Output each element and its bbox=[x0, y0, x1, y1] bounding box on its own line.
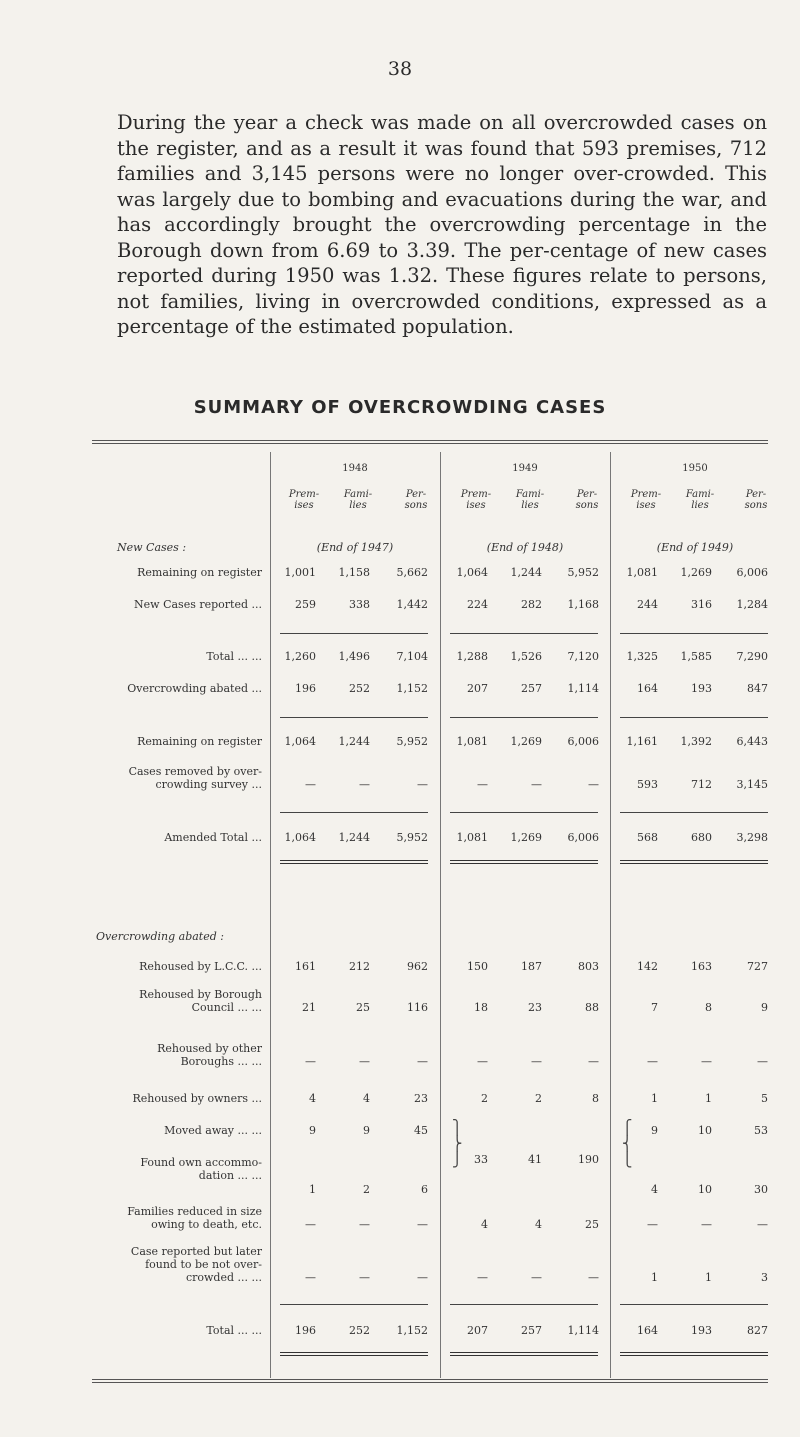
cell-amended: 568 bbox=[637, 831, 658, 844]
cell-remaining: 1,244 bbox=[510, 566, 542, 579]
cell-combined-1949: 190 bbox=[578, 1153, 599, 1166]
cell-borough: 7 bbox=[651, 1001, 658, 1014]
cell-amended: 680 bbox=[691, 831, 712, 844]
cell-lcc: 803 bbox=[578, 960, 599, 973]
cell-borough: 116 bbox=[407, 1001, 428, 1014]
cell-borough: 88 bbox=[585, 1001, 599, 1014]
cell-owners: 2 bbox=[535, 1092, 542, 1105]
cell-amended: 5,952 bbox=[396, 831, 428, 844]
cell-abated: 196 bbox=[295, 682, 316, 695]
cell-total1: 1,260 bbox=[284, 650, 316, 663]
cell-total1: 1,496 bbox=[338, 650, 370, 663]
row-label-owners: Rehoused by owners ... bbox=[132, 1092, 262, 1105]
cell-moved: 53 bbox=[754, 1124, 768, 1137]
cell-moved: 45 bbox=[414, 1124, 428, 1137]
row-label-total2: Total ... ... bbox=[206, 1324, 262, 1337]
cell-owners: 1 bbox=[651, 1092, 658, 1105]
cell-total1: 1,288 bbox=[456, 650, 488, 663]
table-title: SUMMARY OF OVERCROWDING CASES bbox=[193, 397, 607, 418]
year-header-1950: 1950 bbox=[682, 463, 708, 474]
cell-other: — bbox=[588, 1055, 599, 1068]
cell-removed: — bbox=[477, 778, 488, 791]
double-rule bbox=[280, 860, 428, 864]
cell-later: 1 bbox=[651, 1271, 658, 1284]
cell-owners: 5 bbox=[761, 1092, 768, 1105]
cell-remaining2: 1,269 bbox=[510, 735, 542, 748]
cell-abated: 193 bbox=[691, 682, 712, 695]
cell-later: — bbox=[531, 1271, 542, 1284]
row-label-found: Found own accommo- dation ... ... bbox=[140, 1156, 262, 1182]
cell-abated: 207 bbox=[467, 682, 488, 695]
cell-lcc: 142 bbox=[637, 960, 658, 973]
cell-families: — bbox=[701, 1218, 712, 1231]
table-bottom-rule bbox=[92, 1379, 768, 1380]
cell-remaining: 1,081 bbox=[626, 566, 658, 579]
cell-later: — bbox=[305, 1271, 316, 1284]
cell-owners: 4 bbox=[309, 1092, 316, 1105]
cell-lcc: 212 bbox=[349, 960, 370, 973]
cell-remaining: 1,269 bbox=[680, 566, 712, 579]
column-header: Prem- ises bbox=[288, 489, 320, 511]
table-top-rule bbox=[92, 440, 768, 441]
row-label-total1: Total ... ... bbox=[206, 650, 262, 663]
cell-owners: 2 bbox=[481, 1092, 488, 1105]
cell-other: — bbox=[359, 1055, 370, 1068]
end-note: (End of 1949) bbox=[656, 541, 734, 554]
cell-new_cases: 259 bbox=[295, 598, 316, 611]
cell-other: — bbox=[647, 1055, 658, 1068]
cell-removed: 3,145 bbox=[736, 778, 768, 791]
cell-lcc: 727 bbox=[747, 960, 768, 973]
cell-amended: 1,244 bbox=[338, 831, 370, 844]
cell-families: 4 bbox=[481, 1218, 488, 1231]
cell-owners: 23 bbox=[414, 1092, 428, 1105]
cell-lcc: 161 bbox=[295, 960, 316, 973]
cell-total2: 257 bbox=[521, 1324, 542, 1337]
cell-amended: 6,006 bbox=[567, 831, 599, 844]
row-label-remaining2: Remaining on register bbox=[137, 735, 262, 748]
cell-total1: 7,104 bbox=[396, 650, 428, 663]
cell-remaining2: 1,392 bbox=[680, 735, 712, 748]
cell-later: 3 bbox=[761, 1271, 768, 1284]
cell-total2: 1,114 bbox=[567, 1324, 599, 1337]
cell-total2: 1,152 bbox=[396, 1324, 428, 1337]
cell-borough: 25 bbox=[356, 1001, 370, 1014]
column-header: Fami- lies bbox=[515, 489, 545, 511]
sum-rule bbox=[280, 717, 428, 718]
end-note: (End of 1948) bbox=[486, 541, 564, 554]
cell-found: 6 bbox=[421, 1183, 428, 1196]
cell-total1: 7,290 bbox=[736, 650, 768, 663]
cell-new_cases: 244 bbox=[637, 598, 658, 611]
cell-total2: 164 bbox=[637, 1324, 658, 1337]
cell-removed: 712 bbox=[691, 778, 712, 791]
sum-rule bbox=[280, 633, 428, 634]
cell-lcc: 163 bbox=[691, 960, 712, 973]
double-rule bbox=[620, 860, 768, 864]
cell-other: — bbox=[305, 1055, 316, 1068]
year-header-1949: 1949 bbox=[512, 463, 538, 474]
cell-later: — bbox=[359, 1271, 370, 1284]
cell-owners: 4 bbox=[363, 1092, 370, 1105]
brace-left-icon: ⎧ ⎨ ⎩ bbox=[622, 1120, 633, 1168]
column-header: Prem- ises bbox=[460, 489, 492, 511]
cell-moved: 9 bbox=[363, 1124, 370, 1137]
column-divider-0 bbox=[270, 452, 271, 1378]
end-note: (End of 1947) bbox=[316, 541, 394, 554]
row-label-lcc: Rehoused by L.C.C. ... bbox=[139, 960, 262, 973]
cell-new_cases: 224 bbox=[467, 598, 488, 611]
sum-rule bbox=[280, 1304, 428, 1305]
cell-families: — bbox=[757, 1218, 768, 1231]
row-label-later: Case reported but later found to be not over- crowded ... ... bbox=[130, 1245, 262, 1284]
cell-amended: 1,064 bbox=[284, 831, 316, 844]
cell-owners: 8 bbox=[592, 1092, 599, 1105]
cell-families: 25 bbox=[585, 1218, 599, 1231]
cell-other: — bbox=[531, 1055, 542, 1068]
column-header: Per- sons bbox=[575, 489, 599, 511]
cell-removed: — bbox=[417, 778, 428, 791]
cell-remaining: 1,064 bbox=[456, 566, 488, 579]
cell-later: 1 bbox=[705, 1271, 712, 1284]
cell-total2: 193 bbox=[691, 1324, 712, 1337]
cell-borough: 23 bbox=[528, 1001, 542, 1014]
cell-lcc: 150 bbox=[467, 960, 488, 973]
cell-families: — bbox=[647, 1218, 658, 1231]
cell-abated: 1,114 bbox=[567, 682, 599, 695]
cell-total2: 207 bbox=[467, 1324, 488, 1337]
cell-amended: 1,269 bbox=[510, 831, 542, 844]
column-header: Fami- lies bbox=[343, 489, 373, 511]
cell-other: — bbox=[477, 1055, 488, 1068]
cell-removed: — bbox=[359, 778, 370, 791]
row-label-families: Families reduced in size owing to death, etc. bbox=[127, 1205, 262, 1231]
cell-removed: — bbox=[305, 778, 316, 791]
cell-found: 4 bbox=[651, 1183, 658, 1196]
row-label-new_cases: New Cases reported ... bbox=[134, 598, 262, 611]
cell-new_cases: 282 bbox=[521, 598, 542, 611]
row-label-borough: Rehoused by Borough Council ... ... bbox=[139, 988, 262, 1014]
cell-lcc: 962 bbox=[407, 960, 428, 973]
cell-remaining2: 6,443 bbox=[736, 735, 768, 748]
cell-removed: 593 bbox=[637, 778, 658, 791]
cell-total1: 1,325 bbox=[626, 650, 658, 663]
cell-lcc: 187 bbox=[521, 960, 542, 973]
cell-found: 30 bbox=[754, 1183, 768, 1196]
cell-later: — bbox=[417, 1271, 428, 1284]
cell-removed: — bbox=[531, 778, 542, 791]
cell-moved: 9 bbox=[309, 1124, 316, 1137]
cell-remaining2: 1,244 bbox=[338, 735, 370, 748]
cell-remaining2: 6,006 bbox=[567, 735, 599, 748]
column-header: Per- sons bbox=[744, 489, 768, 511]
cell-new_cases: 316 bbox=[691, 598, 712, 611]
year-header-1948: 1948 bbox=[342, 463, 368, 474]
cell-remaining: 5,662 bbox=[396, 566, 428, 579]
table-top-rule-2 bbox=[92, 443, 768, 444]
double-rule bbox=[280, 1352, 428, 1356]
cell-remaining: 5,952 bbox=[567, 566, 599, 579]
cell-other: — bbox=[417, 1055, 428, 1068]
cell-borough: 18 bbox=[474, 1001, 488, 1014]
cell-remaining: 6,006 bbox=[736, 566, 768, 579]
section-new-cases: New Cases : bbox=[117, 541, 187, 554]
cell-borough: 8 bbox=[705, 1001, 712, 1014]
cell-borough: 9 bbox=[761, 1001, 768, 1014]
column-header: Fami- lies bbox=[685, 489, 715, 511]
cell-combined-1949: 33 bbox=[474, 1153, 488, 1166]
cell-new_cases: 338 bbox=[349, 598, 370, 611]
sum-rule bbox=[620, 1304, 768, 1305]
cell-total1: 1,526 bbox=[510, 650, 542, 663]
cell-combined-1949: 41 bbox=[528, 1153, 542, 1166]
cell-families: — bbox=[417, 1218, 428, 1231]
cell-total1: 1,585 bbox=[680, 650, 712, 663]
cell-remaining2: 1,081 bbox=[456, 735, 488, 748]
cell-found: 10 bbox=[698, 1183, 712, 1196]
cell-other: — bbox=[701, 1055, 712, 1068]
double-rule bbox=[620, 1352, 768, 1356]
section-overcrowding-abated: Overcrowding abated : bbox=[96, 930, 224, 943]
column-divider-2 bbox=[610, 452, 611, 1378]
cell-remaining2: 1,161 bbox=[626, 735, 658, 748]
cell-total2: 252 bbox=[349, 1324, 370, 1337]
cell-abated: 257 bbox=[521, 682, 542, 695]
cell-later: — bbox=[588, 1271, 599, 1284]
column-header: Per- sons bbox=[404, 489, 428, 511]
sum-rule bbox=[450, 717, 598, 718]
cell-remaining2: 5,952 bbox=[396, 735, 428, 748]
sum-rule bbox=[450, 1304, 598, 1305]
sum-rule bbox=[450, 633, 598, 634]
cell-abated: 1,152 bbox=[396, 682, 428, 695]
cell-amended: 3,298 bbox=[736, 831, 768, 844]
column-divider-1 bbox=[440, 452, 441, 1378]
row-label-other: Rehoused by other Boroughs ... ... bbox=[157, 1042, 262, 1068]
cell-families: — bbox=[359, 1218, 370, 1231]
cell-found: 1 bbox=[309, 1183, 316, 1196]
cell-new_cases: 1,442 bbox=[396, 598, 428, 611]
intro-paragraph: During the year a check was made on all overcrowded cases on the register, and as a result it was found that 593 premises, 712 families and 3,145 persons were no longer over-crowded. This was largely due to bombing and evacuations during the war, and has accordingly brought the overcrowding percentage in the Borough down from 6.69 to 3.39. The per-centage of new cases reported during 1950 was 1.32. These figures relate to persons, not families, living in overcrowded conditions, expressed as a percentage of the estimated population. bbox=[117, 111, 767, 338]
cell-moved: 9 bbox=[651, 1124, 658, 1137]
row-label-abated: Overcrowding abated ... bbox=[127, 682, 262, 695]
cell-abated: 252 bbox=[349, 682, 370, 695]
column-header: Prem- ises bbox=[630, 489, 662, 511]
row-label-amended: Amended Total ... bbox=[164, 831, 262, 844]
cell-amended: 1,081 bbox=[456, 831, 488, 844]
page-number: 38 bbox=[387, 58, 413, 80]
sum-rule bbox=[620, 812, 768, 813]
cell-borough: 21 bbox=[302, 1001, 316, 1014]
brace-right-icon: ⎫ ⎬ ⎭ bbox=[452, 1120, 463, 1168]
sum-rule bbox=[620, 717, 768, 718]
row-label-remaining: Remaining on register bbox=[137, 566, 262, 579]
sum-rule bbox=[620, 633, 768, 634]
cell-found: 2 bbox=[363, 1183, 370, 1196]
double-rule bbox=[450, 860, 598, 864]
cell-total1: 7,120 bbox=[567, 650, 599, 663]
cell-new_cases: 1,168 bbox=[567, 598, 599, 611]
cell-families: — bbox=[305, 1218, 316, 1231]
cell-total2: 827 bbox=[747, 1324, 768, 1337]
cell-families: 4 bbox=[535, 1218, 542, 1231]
cell-remaining: 1,001 bbox=[284, 566, 316, 579]
cell-new_cases: 1,284 bbox=[736, 598, 768, 611]
row-label-removed: Cases removed by over- crowding survey ... bbox=[128, 765, 262, 791]
cell-remaining: 1,158 bbox=[338, 566, 370, 579]
cell-remaining2: 1,064 bbox=[284, 735, 316, 748]
cell-moved: 10 bbox=[698, 1124, 712, 1137]
table-bottom-rule-2 bbox=[92, 1382, 768, 1383]
cell-abated: 847 bbox=[747, 682, 768, 695]
sum-rule bbox=[450, 812, 598, 813]
cell-later: — bbox=[477, 1271, 488, 1284]
double-rule bbox=[450, 1352, 598, 1356]
cell-total2: 196 bbox=[295, 1324, 316, 1337]
cell-other: — bbox=[757, 1055, 768, 1068]
cell-abated: 164 bbox=[637, 682, 658, 695]
sum-rule bbox=[280, 812, 428, 813]
row-label-moved: Moved away ... ... bbox=[164, 1124, 262, 1137]
cell-owners: 1 bbox=[705, 1092, 712, 1105]
cell-removed: — bbox=[588, 778, 599, 791]
